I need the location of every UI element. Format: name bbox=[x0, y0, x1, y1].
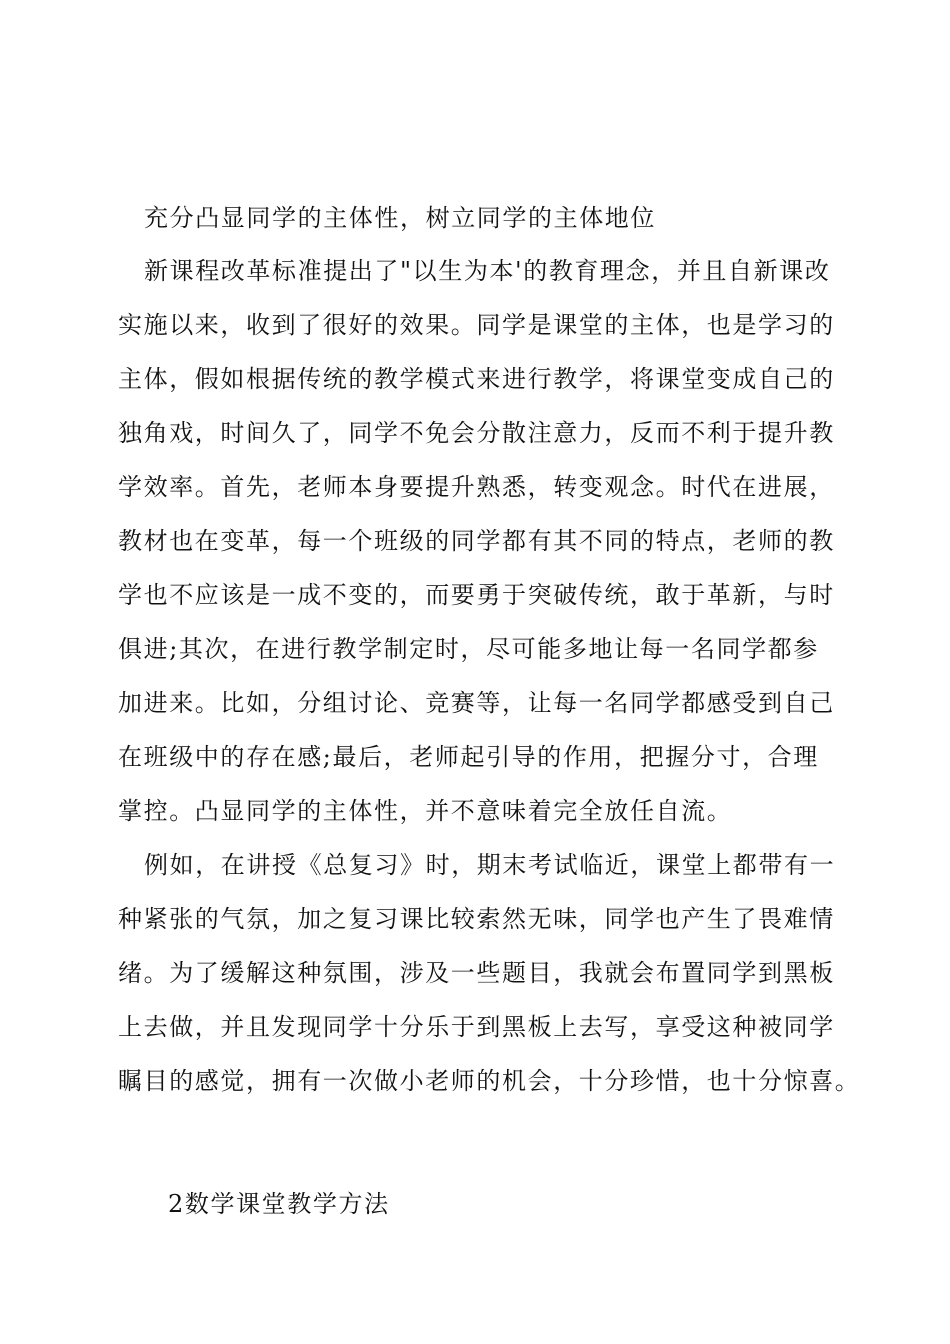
paragraph-line: 学也不应该是一成不变的，而要勇于突破传统，敢于革新，与时 bbox=[118, 581, 835, 609]
paragraph-line: 种紧张的气氛，加之复习课比较索然无味，同学也产生了畏难情 bbox=[118, 905, 835, 933]
paragraph-line: 上去做，并且发现同学十分乐于到黑板上去写，享受这种被同学 bbox=[118, 1013, 835, 1041]
paragraph-line: 在班级中的存在感;最后，老师起引导的作用，把握分寸，合理 bbox=[118, 743, 819, 771]
paragraph-line: 学效率。首先，老师本身要提升熟悉，转变观念。时代在进展， bbox=[118, 473, 835, 501]
paragraph-line: 教材也在变革，每一个班级的同学都有其不同的特点，老师的教 bbox=[118, 527, 835, 555]
paragraph-line: 掌控。凸显同学的主体性，并不意味着完全放任自流。 bbox=[118, 797, 733, 825]
paragraph-line: 绪。为了缓解这种氛围，涉及一些题目，我就会布置同学到黑板 bbox=[118, 959, 835, 987]
paragraph-line: 瞩目的感觉，拥有一次做小老师的机会，十分珍惜，也十分惊喜。 bbox=[118, 1067, 861, 1095]
paragraph-line: 俱进;其次，在进行教学制定时，尽可能多地让每一名同学都参 bbox=[118, 635, 819, 663]
paragraph-line: 主体，假如根据传统的教学模式来进行教学，将课堂变成自己的 bbox=[118, 365, 835, 393]
paragraph-line: 加进来。比如，分组讨论、竞赛等，让每一名同学都感受到自己 bbox=[118, 689, 835, 717]
paragraph-line: 新课程改革标准提出了"以生为本'的教育理念，并且自新课改 bbox=[144, 257, 831, 285]
paragraph-line: 独角戏，时间久了，同学不免会分散注意力，反而不利于提升教 bbox=[118, 419, 835, 447]
paragraph-line: 实施以来，收到了很好的效果。同学是课堂的主体，也是学习的 bbox=[118, 311, 835, 339]
paragraph-line: 例如，在讲授《总复习》时，期末考试临近，课堂上都带有一 bbox=[144, 851, 836, 879]
section-title: 2数学课堂教学方法 bbox=[168, 1190, 390, 1218]
section-heading: 充分凸显同学的主体性，树立同学的主体地位 bbox=[144, 204, 656, 232]
